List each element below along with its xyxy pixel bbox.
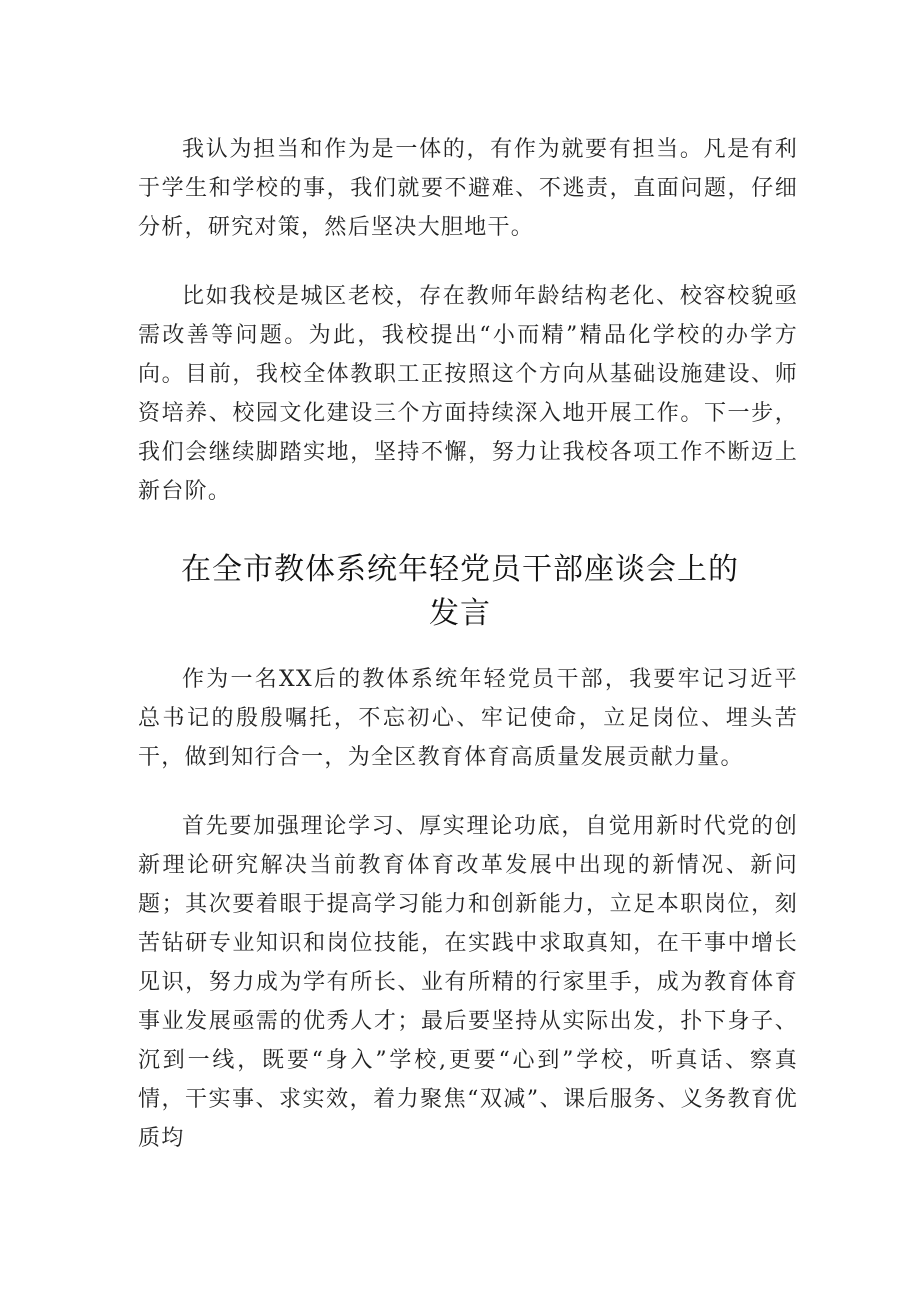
speech-title-line-2: 发言 bbox=[429, 596, 491, 631]
body-paragraph-2: 比如我校是城区老校，存在教师年龄结构老化、校容校貌亟需改善等问题。为此，我校提出“小而精”精品化学校的办学方向。目前，我校全体教职工正按照这个方向从基础设施建设、师资培养、校园文化建设三个方面持续深入地开展工作。下一步，我们会继续脚踏实地，坚持不懈，努力让我校各项工作不断迈上新台阶。 bbox=[138, 284, 798, 504]
speech-title bbox=[120, 548, 800, 636]
body-paragraph-1: 我认为担当和作为是一体的，有作为就要有担当。凡是有利于学生和学校的事，我们就要不避难、不逃责，直面问题，仔细分析，研究对策，然后坚决大胆地干。 bbox=[138, 137, 798, 240]
speech-title-line-1: 在全市教体系统年轻党员干部座谈会上的 bbox=[181, 552, 739, 587]
body-paragraph-3: 作为一名XX后的教体系统年轻党员干部，我要牢记习近平总书记的殷殷嘱托，不忘初心、牢记使命，立足岗位、埋头苦干，做到知行合一，为全区教育体育高质量发展贡献力量。 bbox=[138, 667, 798, 770]
body-paragraph-4: 首先要加强理论学习、厚实理论功底，自觉用新时代党的创新理论研究解决当前教育体育改革发展中出现的新情况、新问题；其次要着眼于提高学习能力和创新能力，立足本职岗位，刻苦钻研专业知识和岗位技能，在实践中求取真知，在干事中增长见识，努力成为学有所长、业有所精的行家里手，成为教育体育事业发展亟需的优秀人才；最后要坚持从实际出发，扑下身子、沉到一线，既要“身入”学校,更要“心到”学校，听真话、察真情，干实事、求实效，着力聚焦“双减”、课后服务、义务教育优质均 bbox=[138, 814, 798, 1151]
